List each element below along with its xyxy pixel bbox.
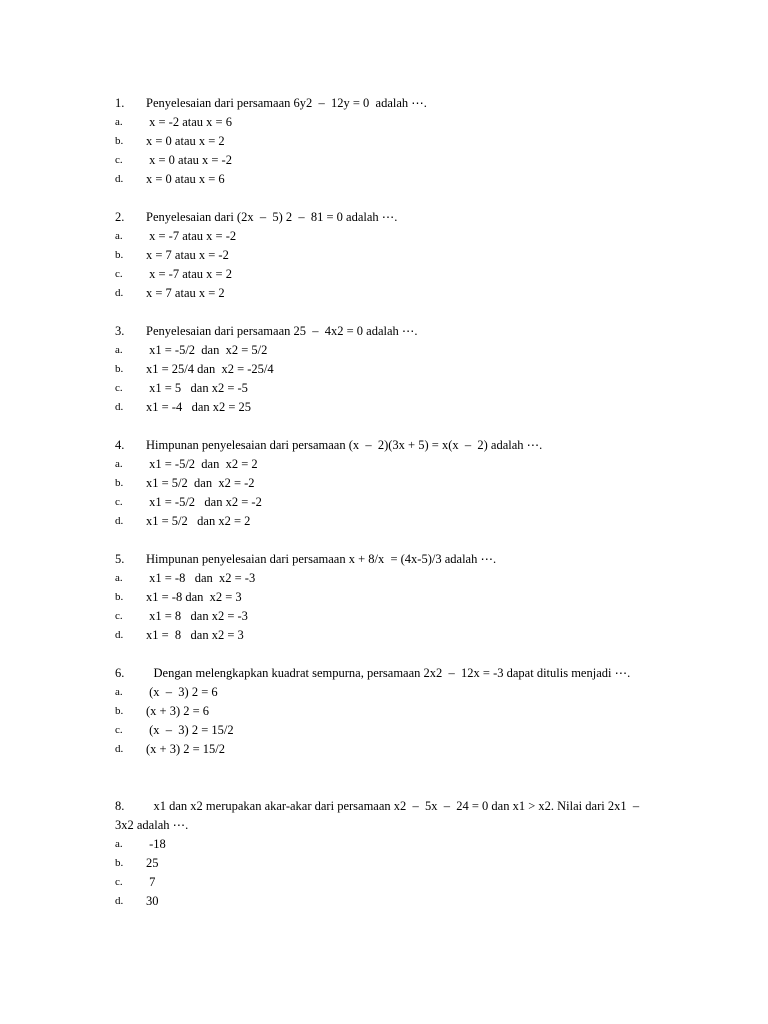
option-text: x = -7 atau x = -2 (146, 229, 237, 243)
option-b (115, 132, 660, 151)
option-letter: d. (115, 173, 124, 185)
question-3 (115, 322, 660, 417)
question-text: Himpunan penyelesaian dari persamaan x + 8/x = (4x-5)/3 adalah ⋯. (146, 552, 497, 566)
option-letter: d. (115, 287, 124, 299)
question-stem (115, 797, 660, 835)
option-text: x = 0 atau x = 2 (146, 134, 225, 148)
option-letter: b. (115, 591, 124, 603)
option-b (115, 854, 660, 873)
option-text: x = 0 atau x = -2 (146, 153, 232, 167)
option-letter: d. (115, 515, 124, 527)
option-d (115, 740, 660, 759)
option-text: -18 (146, 837, 166, 851)
option-letter: d. (115, 629, 124, 641)
option-letter: a. (115, 838, 123, 850)
option-c (115, 607, 660, 626)
question-text: x1 dan x2 merupakan akar-akar dari persamaan x2 – 5x – 24 = 0 dan x1 > x2. Nilai dari 2x1 – 3x2 adalah ⋯. (115, 799, 646, 832)
option-text: x1 = -5/2 dan x2 = -2 (146, 495, 262, 509)
question-stem (115, 208, 660, 227)
option-letter: a. (115, 230, 123, 242)
option-letter: a. (115, 686, 123, 698)
option-a (115, 227, 660, 246)
option-d (115, 398, 660, 417)
option-letter: a. (115, 116, 123, 128)
option-text: (x + 3) 2 = 6 (146, 704, 210, 718)
option-text: x = 0 atau x = 6 (146, 172, 225, 186)
question-text: Penyelesaian dari persamaan 25 – 4x2 = 0 adalah ⋯. (146, 324, 418, 338)
option-d (115, 512, 660, 531)
option-letter: b. (115, 705, 124, 717)
option-letter: b. (115, 135, 124, 147)
option-a (115, 341, 660, 360)
question-number: 1. (115, 96, 125, 110)
option-text: 30 (146, 894, 159, 908)
option-c (115, 151, 660, 170)
question-text: Penyelesaian dari (2x – 5) 2 – 81 = 0 adalah ⋯. (146, 210, 398, 224)
option-text: x1 = 5/2 dan x2 = 2 (146, 514, 251, 528)
question-4 (115, 436, 660, 531)
option-d (115, 626, 660, 645)
question-number: 8. (115, 799, 125, 813)
question-8 (115, 797, 660, 911)
option-c (115, 379, 660, 398)
question-2 (115, 208, 660, 303)
option-c (115, 721, 660, 740)
question-number: 5. (115, 552, 125, 566)
option-letter: b. (115, 857, 124, 869)
option-letter: c. (115, 724, 123, 736)
question-stem (115, 94, 660, 113)
option-c (115, 265, 660, 284)
option-b (115, 702, 660, 721)
option-letter: b. (115, 249, 124, 261)
option-b (115, 588, 660, 607)
question-number: 4. (115, 438, 125, 452)
option-text: x = -2 atau x = 6 (146, 115, 232, 129)
question-number: 3. (115, 324, 125, 338)
question-text: Penyelesaian dari persamaan 6y2 – 12y = 0 adalah ⋯. (146, 96, 427, 110)
option-a (115, 569, 660, 588)
option-d (115, 170, 660, 189)
option-text: x1 = 5 dan x2 = -5 (146, 381, 248, 395)
option-letter: b. (115, 477, 124, 489)
option-text: x1 = -4 dan x2 = 25 (146, 400, 252, 414)
option-text: x = 7 atau x = 2 (146, 286, 225, 300)
option-a (115, 835, 660, 854)
option-text: x = 7 atau x = -2 (146, 248, 229, 262)
option-c (115, 873, 660, 892)
option-letter: d. (115, 743, 124, 755)
option-a (115, 683, 660, 702)
option-b (115, 360, 660, 379)
option-text: (x – 3) 2 = 15/2 (146, 723, 234, 737)
option-text: (x – 3) 2 = 6 (146, 685, 218, 699)
question-6 (115, 664, 660, 759)
option-c (115, 493, 660, 512)
option-letter: c. (115, 154, 123, 166)
option-letter: c. (115, 382, 123, 394)
option-text: x1 = 8 dan x2 = 3 (146, 628, 244, 642)
option-text: x = -7 atau x = 2 (146, 267, 232, 281)
question-number: 2. (115, 210, 125, 224)
question-stem (115, 322, 660, 341)
option-text: x1 = -5/2 dan x2 = 2 (146, 457, 258, 471)
option-text: x1 = -8 dan x2 = -3 (146, 571, 256, 585)
option-letter: c. (115, 610, 123, 622)
option-d (115, 284, 660, 303)
option-letter: c. (115, 876, 123, 888)
option-b (115, 246, 660, 265)
option-text: x1 = -8 dan x2 = 3 (146, 590, 242, 604)
option-a (115, 113, 660, 132)
option-letter: c. (115, 496, 123, 508)
question-stem (115, 550, 660, 569)
option-d (115, 892, 660, 911)
option-letter: c. (115, 268, 123, 280)
question-stem (115, 436, 660, 455)
option-b (115, 474, 660, 493)
question-stem (115, 664, 660, 683)
question-number: 6. (115, 666, 125, 680)
option-text: (x + 3) 2 = 15/2 (146, 742, 226, 756)
question-text: Himpunan penyelesaian dari persamaan (x – 2)(3x + 5) = x(x – 2) adalah ⋯. (146, 438, 543, 452)
question-1 (115, 94, 660, 189)
option-letter: a. (115, 572, 123, 584)
option-text: 7 (146, 875, 156, 889)
option-text: x1 = 5/2 dan x2 = -2 (146, 476, 255, 490)
option-text: x1 = 8 dan x2 = -3 (146, 609, 248, 623)
option-a (115, 455, 660, 474)
option-text: x1 = 25/4 dan x2 = -25/4 (146, 362, 274, 376)
question-text: Dengan melengkapkan kuadrat sempurna, persamaan 2x2 – 12x = -3 dapat ditulis menjadi ⋯. (150, 666, 631, 680)
option-text: x1 = -5/2 dan x2 = 5/2 (146, 343, 268, 357)
option-letter: a. (115, 458, 123, 470)
question-5 (115, 550, 660, 645)
option-letter: b. (115, 363, 124, 375)
option-letter: a. (115, 344, 123, 356)
option-text: 25 (146, 856, 159, 870)
option-letter: d. (115, 895, 124, 907)
option-letter: d. (115, 401, 124, 413)
